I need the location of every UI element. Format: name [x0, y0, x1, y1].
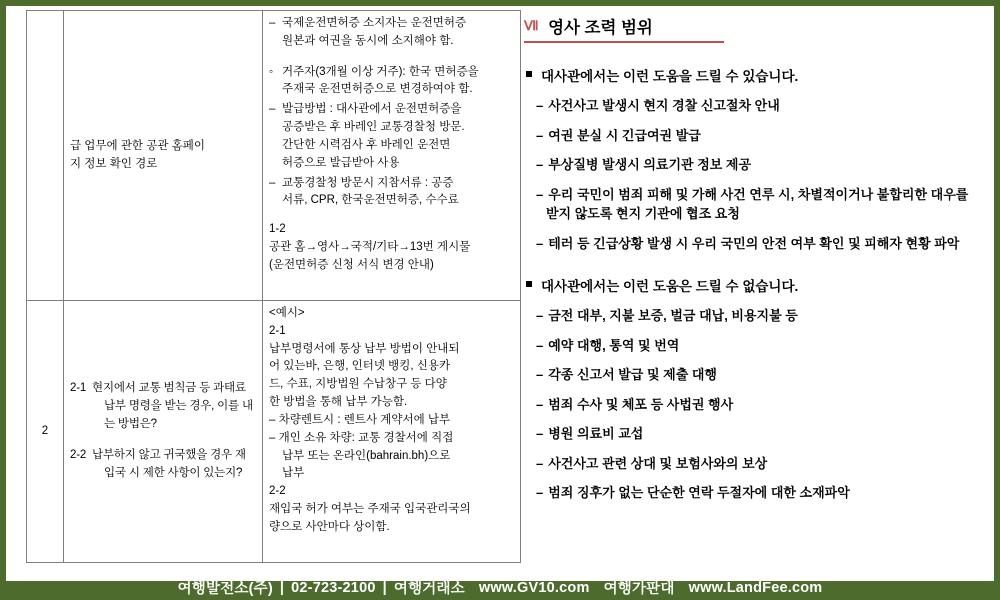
- footer-url-1[interactable]: www.GV10.com: [478, 579, 590, 596]
- row-number-cell: 2: [27, 301, 64, 563]
- list-item-label: 병원 의료비 교섭: [548, 426, 644, 441]
- footer-label-1: 여행거래소: [393, 581, 465, 597]
- answer-line: 2-1: [269, 324, 286, 337]
- list-item: [269, 175, 514, 211]
- dash-marker-icon: –: [536, 235, 544, 251]
- list-item-label: 각종 신고서 발급 및 제출 대행: [548, 367, 717, 382]
- answer-line: 거주자(3개월 이상 거주): 한국 면허증을: [282, 65, 479, 78]
- table-row: [27, 301, 521, 563]
- circle-marker-icon: ◦: [269, 65, 274, 78]
- answer-tail-line: 공관 홈→영사→국적/기타→13번 게시물: [269, 240, 471, 253]
- dash-marker-icon: –: [536, 455, 544, 471]
- list-item: [524, 395, 979, 415]
- list-item-label: 예약 대행, 통역 및 번역: [548, 337, 680, 353]
- list-item: [524, 483, 979, 503]
- question-text: 납부하지 않고 귀국했을 경우 재입국 시 제한 사항이 있는지?: [92, 449, 246, 480]
- answer-line: 납부명령서에 통상 납부 방법이 안내되: [269, 342, 460, 355]
- question-item: [70, 447, 256, 483]
- dash-marker-icon: –: [269, 413, 276, 426]
- block-heading-text: 대사관에서는 이런 도움을 드릴 수 있습니다.: [541, 69, 799, 84]
- list-item: [269, 15, 514, 51]
- slide-canvas: [6, 6, 994, 581]
- list-item-label: 범죄 징후가 없는 단순한 연락 두절자에 대한 소재파악: [548, 485, 850, 500]
- answer-line: 차량렌트시 : 렌트사 계약서에 납부: [278, 413, 451, 426]
- answer-line: 개인 소유 차량: 교통 경찰서에 직접: [278, 431, 454, 444]
- square-bullet-icon: [526, 71, 532, 77]
- list-item: [524, 126, 979, 146]
- list-item: [524, 155, 979, 175]
- answer-line: 간단한 시력검사 후 바레인 운전면: [282, 138, 451, 151]
- dash-marker-icon: –: [536, 337, 544, 353]
- footer-separator: |: [382, 579, 387, 596]
- answer-tail-line: (운전면허증 신청 서식 변경 안내): [269, 258, 434, 271]
- section-number: Ⅶ: [524, 18, 540, 33]
- answer-line: 국제운전면허증 소지자는 운전면허증: [282, 17, 467, 29]
- dash-marker-icon: –: [536, 367, 544, 382]
- dash-marker-icon: –: [536, 485, 544, 500]
- table-row: [27, 11, 521, 301]
- question-text: 현지에서 교통 범칙금 등 과태료 납부 명령을 받는 경우, 이를 내는 방법은?: [92, 381, 253, 430]
- page-title: 영사 조력 범위: [548, 19, 653, 37]
- answer-line: 납부: [282, 467, 305, 480]
- question-id: 2-2: [70, 449, 87, 462]
- dash-marker-icon: –: [536, 426, 544, 441]
- dash-marker-icon: –: [269, 103, 276, 116]
- faq-table: [26, 10, 521, 563]
- dash-marker-icon: –: [269, 176, 276, 189]
- answer-cell: [263, 11, 521, 301]
- block-heading: [524, 275, 979, 295]
- support-available-block: [524, 65, 979, 253]
- list-item: [524, 185, 979, 224]
- list-item-label: 우리 국민이 범죄 피해 및 가해 사건 연루 시, 차별적이거나 불합리한 대우를 받지 않도록 현지 기관에 협조 요청: [546, 186, 969, 221]
- dash-marker-icon: –: [536, 308, 544, 323]
- spacer: [269, 53, 514, 62]
- block-heading: [524, 65, 979, 85]
- footer-company: 여행발전소(주): [177, 581, 273, 597]
- answer-line: 원본과 여권을 동시에 소지해야 함.: [282, 34, 454, 47]
- answer-line: 한 방법을 통해 납부 가능함.: [269, 396, 408, 409]
- dash-marker-icon: –: [269, 17, 276, 29]
- answer-line: 2-2: [269, 485, 286, 498]
- question-line: 지 정보 확인 경로: [70, 157, 158, 170]
- answer-tail-line: 1-2: [269, 223, 286, 236]
- answer-line: 재입국 허가 여부는 주재국 입국관리국의: [269, 502, 471, 515]
- dash-marker-icon: –: [536, 396, 544, 412]
- footer-label-2: 여행가판대: [603, 581, 675, 597]
- list-item-label: 사건사고 발생시 현지 경찰 신고절차 안내: [548, 98, 780, 113]
- panel-header: [524, 14, 724, 43]
- question-item: [70, 380, 256, 433]
- footer-separator: |: [279, 579, 285, 596]
- question-line: 급 업무에 관한 공관 홈페이: [70, 139, 205, 152]
- list-item-label: 사건사고 관련 상대 및 보험사와의 보상: [548, 455, 768, 471]
- consular-support-panel: [524, 14, 979, 513]
- square-bullet-icon: [526, 281, 532, 287]
- list-item: [269, 430, 514, 483]
- list-item-label: 테러 등 긴급상황 발생 시 우리 국민의 안전 여부 확인 및 피해자 현황 파악: [548, 235, 960, 251]
- list-item: [524, 234, 979, 254]
- list-item: [269, 64, 514, 100]
- list-item: [524, 306, 979, 326]
- list-item-label: 금전 대부, 지불 보증, 벌금 대납, 비용지불 등: [548, 308, 798, 323]
- dash-marker-icon: –: [269, 431, 276, 444]
- question-cell: [64, 301, 263, 563]
- question-cell: [64, 11, 263, 301]
- row-number-cell: [27, 11, 64, 301]
- footer-bar: [0, 575, 1000, 600]
- support-unavailable-block: [524, 275, 979, 503]
- question-id: 2-1: [70, 381, 87, 394]
- footer-phone: 02-723-2100: [291, 579, 376, 596]
- answer-line: 드, 수표, 지방법원 수납창구 등 다양: [269, 378, 447, 391]
- answer-line: 허증으로 발급받아 사용: [282, 156, 400, 169]
- dash-marker-icon: –: [536, 127, 544, 143]
- list-item: [524, 454, 979, 474]
- list-item: [269, 412, 514, 430]
- answer-line: 서류, CPR, 한국운전면허증, 수수료: [282, 194, 459, 207]
- dash-marker-icon: –: [536, 186, 544, 202]
- list-item-label: 부상질병 발생시 의료기관 정보 제공: [548, 157, 752, 172]
- list-item: [524, 424, 979, 444]
- answer-line: 주재국 운전면허증으로 변경하여야 함.: [282, 83, 473, 96]
- answer-list: [269, 15, 514, 210]
- list-item-label: 여권 분실 시 긴급여권 발급: [548, 127, 701, 143]
- answer-line: <예시>: [269, 307, 305, 319]
- answer-line: 교통경찰청 방문시 지참서류 : 공증: [282, 176, 454, 189]
- answer-cell: [263, 301, 521, 563]
- footer-url-2[interactable]: www.LandFee.com: [688, 579, 823, 596]
- dash-marker-icon: –: [536, 157, 544, 172]
- list-item: [524, 365, 979, 385]
- answer-line: 량으로 사안마다 상이함.: [269, 520, 390, 533]
- answer-line: 공증받은 후 바레인 교통경찰청 방문.: [282, 121, 465, 134]
- list-item: [524, 96, 979, 116]
- answer-line: 발급방법 : 대사관에서 운전면허증을: [282, 103, 462, 116]
- dash-marker-icon: –: [536, 98, 544, 113]
- block-heading-text: 대사관에서는 이런 도움은 드릴 수 없습니다.: [541, 279, 799, 294]
- answer-line: 어 있는바, 은행, 인터넷 뱅킹, 신용카: [269, 360, 451, 373]
- answer-line: 납부 또는 온라인(bahrain.bh)으로: [282, 449, 451, 462]
- list-item-label: 범죄 수사 및 체포 등 사법권 행사: [548, 396, 734, 412]
- spacer: [269, 212, 514, 221]
- list-item: [524, 336, 979, 356]
- list-item: [269, 101, 514, 172]
